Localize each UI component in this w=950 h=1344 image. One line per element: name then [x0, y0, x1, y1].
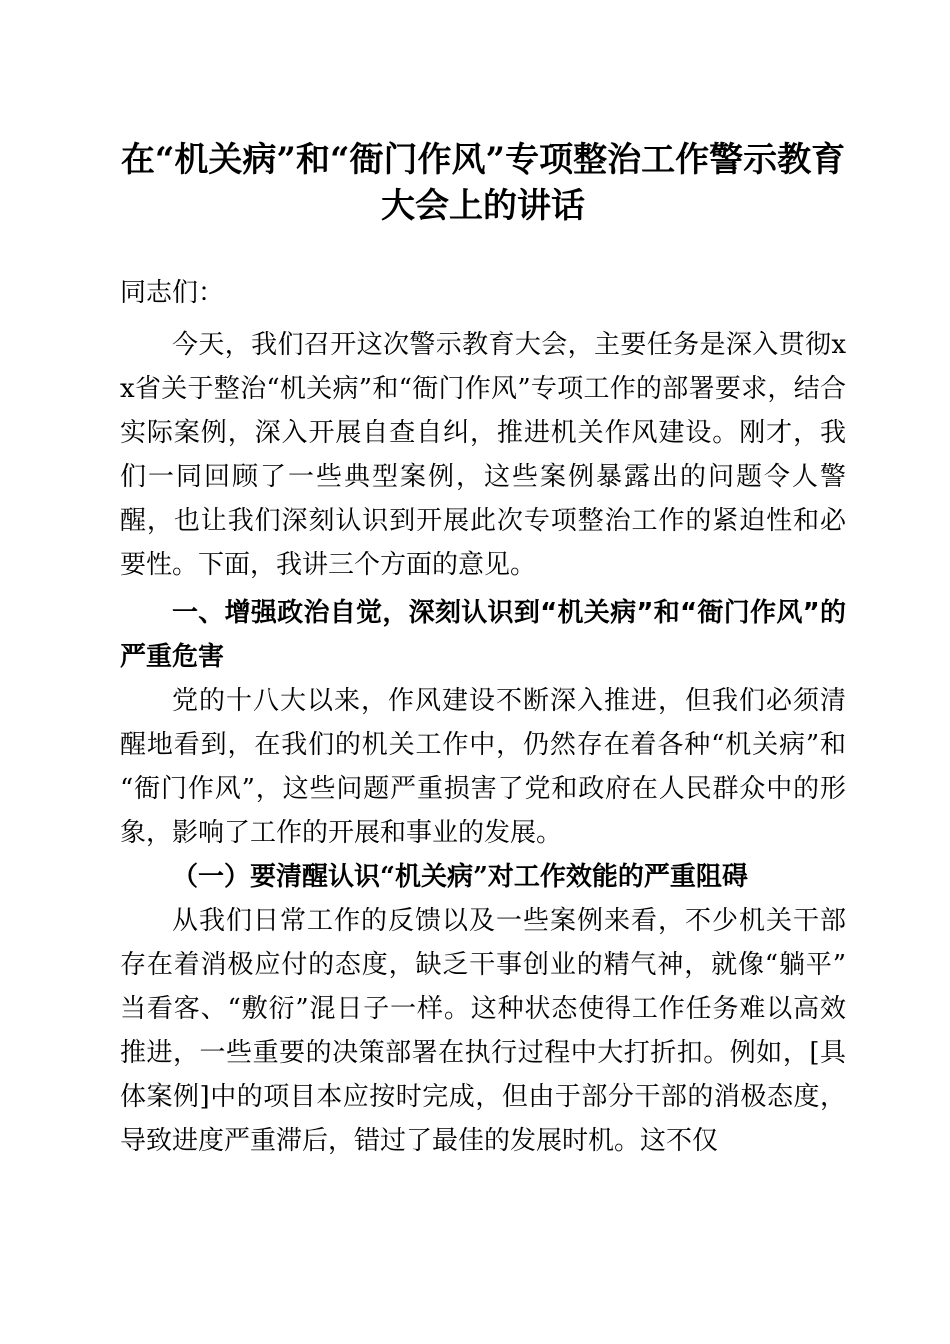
salutation: 同志们：	[120, 278, 225, 308]
subsection-1-1-paragraph: 从我们日常工作的反馈以及一些案例来看，不少机关干部存在着消极应付的态度，缺乏干事创业的精气神，就像“躺平”当看客、“敷衍”混日子一样。这种状态使得工作任务难以高效推进，一些重要的决策部署在执行过程中大打折扣。例如，[具体案例]中的项目本应按时完成，但由于部分干部的消极态度，导致进度严重滞后，错过了最佳的发展时机。这不仅	[120, 906, 846, 1156]
document-title: 在“机关病”和“衙门作风”专项整治工作警示教育大会上的讲话	[120, 140, 846, 226]
section-1-heading: 一、增强政治自觉，深刻认识到“机关病”和“衙门作风”的严重危害	[120, 598, 846, 672]
subsection-1-1-heading: （一）要清醒认识“机关病”对工作效能的严重阻碍	[172, 862, 748, 892]
opening-paragraph: 今天，我们召开这次警示教育大会，主要任务是深入贯彻xx省关于整治“机关病”和“衙门作风”专项工作的部署要求，结合实际案例，深入开展自查自纠，推进机关作风建设。刚才，我们一同回顾了一些典型案例，这些案例暴露出的问题令人警醒，也让我们深刻认识到开展此次专项整治工作的紧迫性和必要性。下面，我讲三个方面的意见。	[120, 330, 846, 580]
section-1-paragraph: 党的十八大以来，作风建设不断深入推进，但我们必须清醒地看到，在我们的机关工作中，仍然存在着各种“机关病”和“衙门作风”，这些问题严重损害了党和政府在人民群众中的形象，影响了工作的开展和事业的发展。	[120, 686, 846, 848]
